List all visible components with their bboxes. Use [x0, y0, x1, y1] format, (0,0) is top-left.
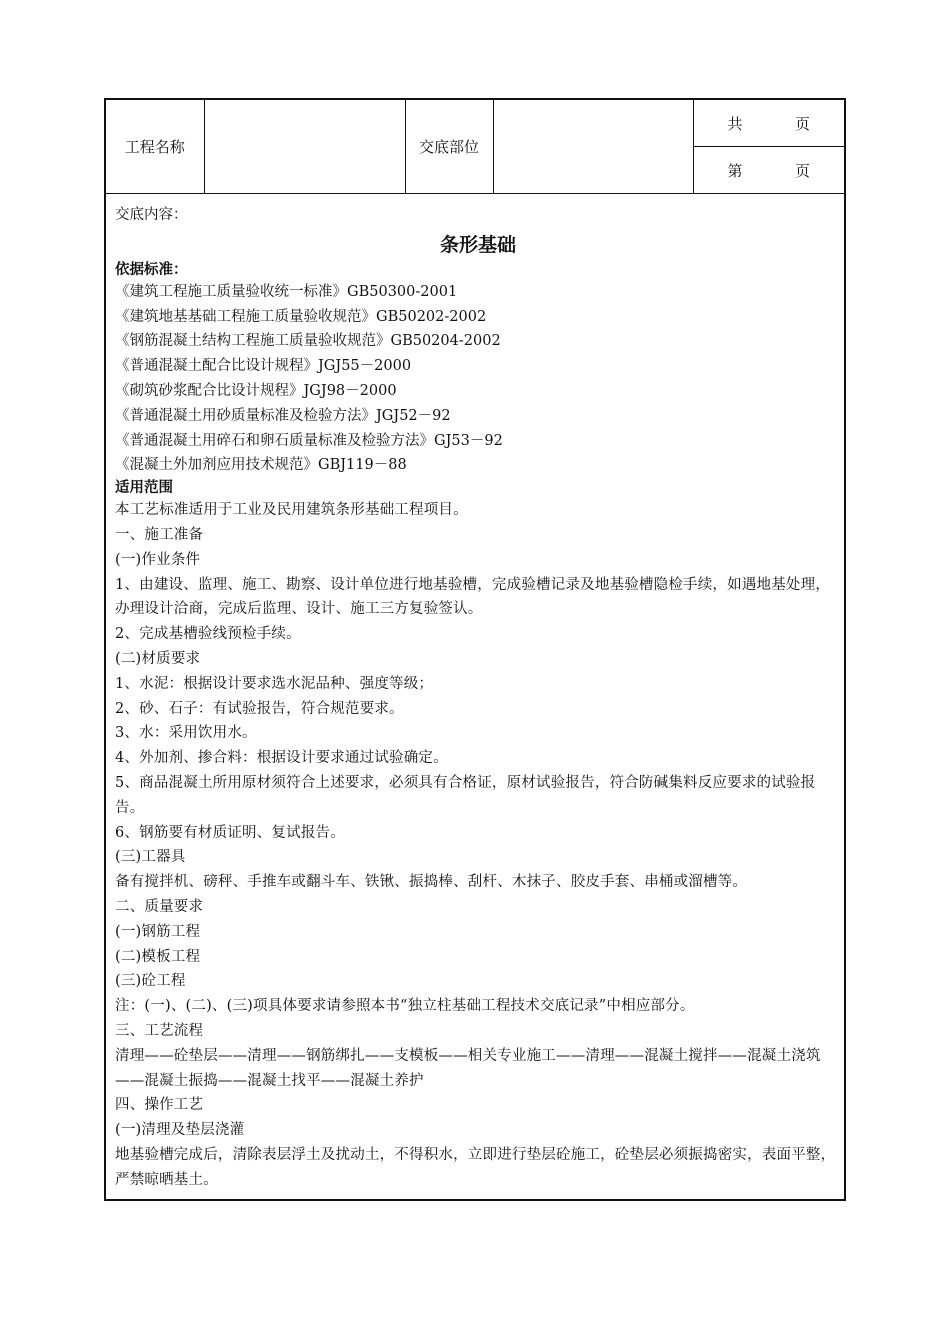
standard-item: 《建筑工程施工质量验收统一标准》GB50300-2001: [115, 283, 458, 300]
subsection-heading: (二)材质要求: [115, 650, 201, 667]
paragraph: 6、钢筋要有材质证明、复试报告。: [115, 824, 345, 841]
section-heading: 三、工艺流程: [115, 1022, 204, 1039]
paragraph: 4、外加剂、掺合料：根据设计要求通过试验确定。: [115, 750, 448, 767]
paragraph: 3、水：采用饮用水。: [115, 725, 257, 742]
standard-item: 《砌筑砂浆配合比设计规程》JGJ98－2000: [115, 382, 397, 399]
disclosure-content: [115, 203, 841, 1192]
section-heading: 一、施工准备: [115, 526, 204, 543]
note-paragraph: 注：(一)、(二)、(三)项具体要求请参照本书“独立柱基础工程技术交底记录”中相应部分。: [115, 998, 695, 1015]
project-name-label: 工程名称: [106, 100, 204, 194]
section-heading: 二、质量要求: [115, 898, 204, 915]
subsection-heading: (三)砼工程: [115, 973, 186, 990]
paragraph: 5、商品混凝土所用原材须符合上述要求，必须具有合格证，原材试验报告，符合防碱集料反应要求的试验报告。: [115, 774, 816, 816]
page-number-prefix: 第: [727, 161, 743, 180]
page-number-cell: [693, 147, 844, 194]
subsection-heading: (一)钢筋工程: [115, 923, 201, 940]
total-pages-cell: [693, 100, 844, 147]
total-pages-prefix: 共: [727, 114, 743, 133]
standard-item: 《混凝土外加剂应用技术规范》GBJ119－88: [115, 457, 407, 474]
paragraph: 地基验槽完成后，清除表层浮土及扰动土，不得积水，立即进行垫层砼施工，砼垫层必须振捣密实，表面平整，严禁晾晒基土。: [115, 1146, 836, 1188]
paragraph: 1、水泥：根据设计要求选水泥品种、强度等级；: [115, 675, 434, 692]
location-label: 交底部位: [405, 100, 493, 194]
paragraph: 备有搅拌机、磅秤、手推车或翻斗车、铁锹、振捣棒、刮杆、木抹子、胶皮手套、串桶或溜槽等。: [115, 874, 748, 891]
paragraph: 本工艺标准适用于工业及民用建筑条形基础工程项目。: [115, 502, 468, 519]
location-field[interactable]: [493, 100, 693, 194]
page-number-suffix: 页: [794, 161, 810, 180]
standard-item: 《普通混凝土配合比设计规程》JGJ55－2000: [115, 358, 412, 375]
disclosure-form: [104, 98, 846, 1201]
document-title: 条形基础: [439, 233, 516, 256]
standard-item: 《普通混凝土用碎石和卵石质量标准及检验方法》GJ53－92: [115, 432, 503, 449]
paragraph: 2、砂、石子：有试验报告，符合规范要求。: [115, 700, 404, 717]
subsection-heading: (一)作业条件: [115, 551, 201, 568]
section-heading: 四、操作工艺: [115, 1097, 204, 1114]
intro-label: 交底内容：: [115, 207, 188, 223]
paragraph: 1、由建设、监理、施工、勘察、设计单位进行地基验槽，完成验槽记录及地基验槽隐检手续，如遇地基处理，办理设计洽商，完成后监理、设计、施工三方复验签认。: [115, 576, 831, 618]
subsection-heading: (三)工器具: [115, 849, 186, 866]
standard-item: 《普通混凝土用砂质量标准及检验方法》JGJ52－92: [115, 407, 451, 424]
form-header-table: [106, 100, 844, 194]
process-flow: 清理——砼垫层——清理——钢筋绑扎——支模板——相关专业施工——清理——混凝土搅拌——混凝土浇筑——混凝土振捣——混凝土找平——混凝土养护: [115, 1047, 821, 1089]
subsection-heading: (二)模板工程: [115, 948, 201, 965]
standard-item: 《钢筋混凝土结构工程施工质量验收规范》GB50204-2002: [115, 333, 501, 350]
subsection-heading: (一)清理及垫层浇灌: [115, 1122, 245, 1139]
project-name-field[interactable]: [204, 100, 405, 194]
standards-heading: 依据标准：: [115, 261, 188, 278]
scope-heading: 适用范围: [115, 480, 173, 497]
total-pages-suffix: 页: [794, 114, 810, 133]
paragraph: 2、完成基槽验线预检手续。: [115, 626, 301, 643]
standard-item: 《建筑地基基础工程施工质量验收规范》GB50202-2002: [115, 308, 487, 325]
